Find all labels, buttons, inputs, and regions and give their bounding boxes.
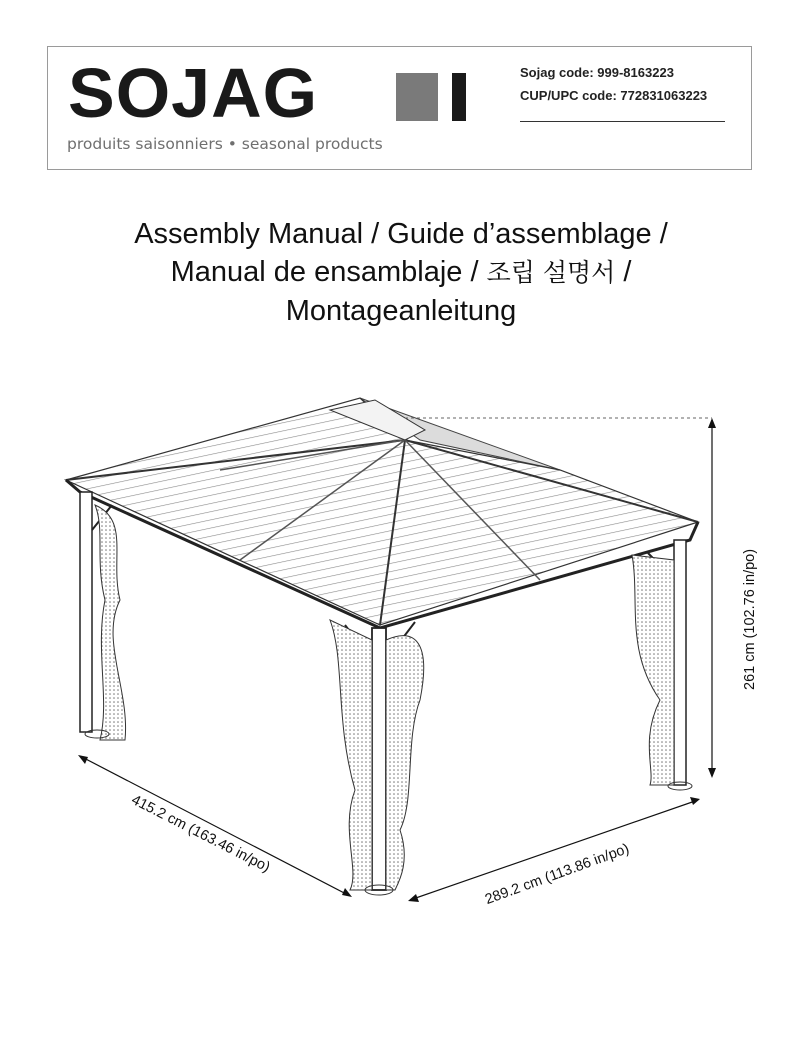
title-line-1: Assembly Manual / Guide d’assemblage /	[134, 218, 668, 250]
sojag-code: Sojag code: 999-8163223	[520, 65, 674, 80]
curtain-left	[95, 505, 126, 740]
width-dimension-label: 289.2 cm (113.86 in/po)	[483, 840, 632, 909]
curtain-front-left	[330, 620, 372, 890]
logo-bar-mark	[452, 73, 466, 121]
upc-code: CUP/UPC code: 772831063223	[520, 88, 708, 103]
title-line-3: Montageanleitung	[285, 295, 517, 327]
code-underline	[520, 121, 725, 122]
brand-tagline: produits saisonniers • seasonal products	[67, 135, 383, 153]
curtain-front-right	[386, 636, 424, 890]
logo-square-mark	[396, 73, 438, 121]
length-dimension-line	[80, 756, 350, 896]
header-box	[47, 46, 752, 170]
height-dimension-label: 261 cm (102.76 in/po)	[742, 548, 758, 690]
width-dimension-line	[410, 800, 698, 900]
length-dimension-label: 415.2 cm (163.46 in/po)	[128, 792, 273, 876]
title-line-2	[0, 253, 802, 292]
post-front	[372, 628, 386, 890]
post-right	[674, 540, 686, 785]
manual-title	[0, 215, 802, 330]
post-left	[80, 492, 92, 732]
brand-logo: SOJAG	[68, 54, 319, 132]
title-korean: 조립 설명서	[486, 258, 616, 287]
title-spanish: Manual de ensamblaje /	[170, 256, 479, 288]
gazebo-illustration	[0, 380, 802, 920]
curtain-right	[632, 555, 674, 785]
title-slash: /	[623, 256, 632, 288]
